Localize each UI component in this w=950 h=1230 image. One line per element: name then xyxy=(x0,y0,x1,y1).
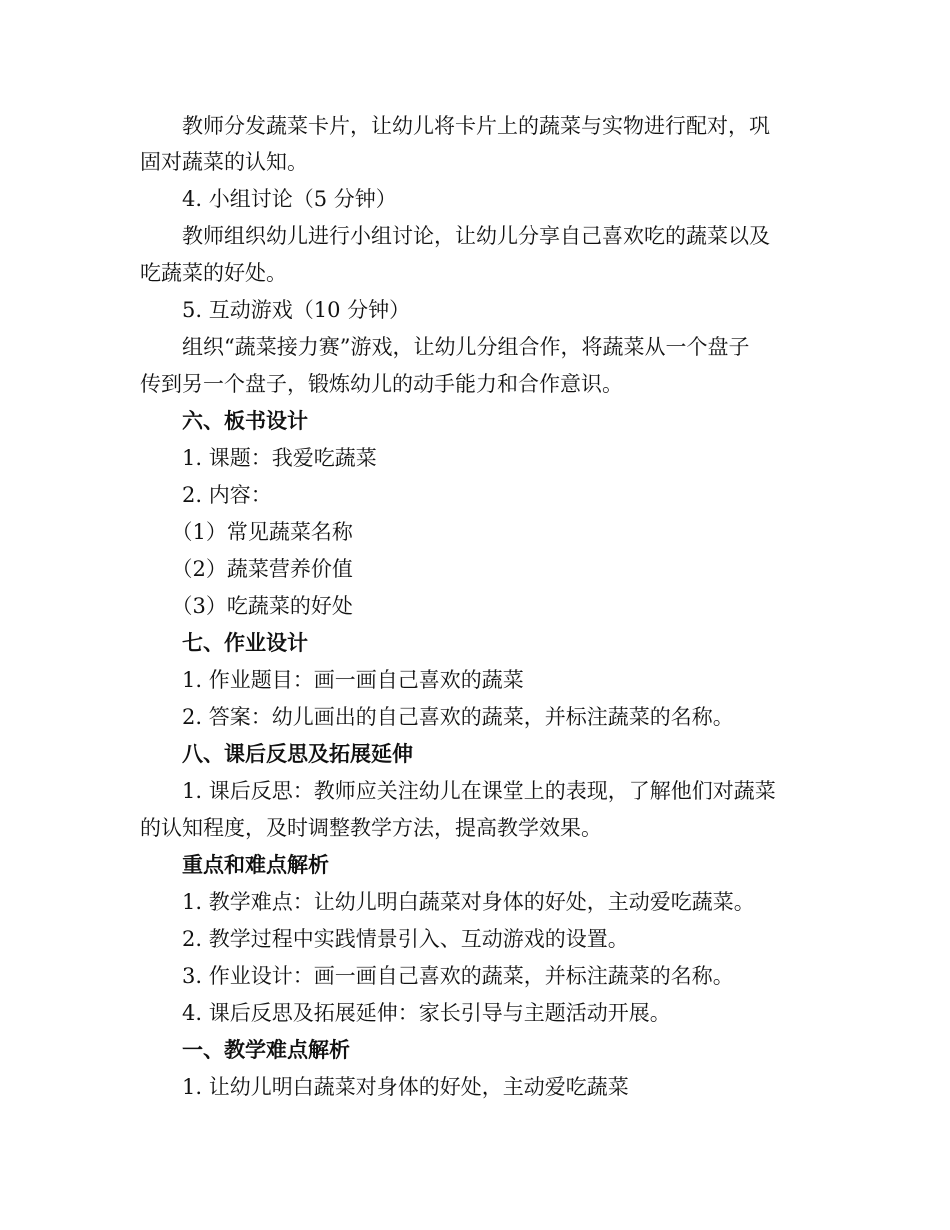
list-item: 1. 作业题目：画一画自己喜欢的蔬菜 xyxy=(140,668,524,692)
list-item: （1）常见蔬菜名称 xyxy=(140,520,353,544)
list-item: 2. 内容： xyxy=(140,483,272,507)
list-item: 1. 让幼儿明白蔬菜对身体的好处，主动爱吃蔬菜 xyxy=(140,1075,629,1099)
paragraph-line: 教师组织幼儿进行小组讨论，让幼儿分享自己喜欢吃的蔬菜以及 xyxy=(140,224,770,248)
paragraph-line: 固对蔬菜的认知。 xyxy=(140,150,308,174)
list-item: 2. 答案：幼儿画出的自己喜欢的蔬菜，并标注蔬菜的名称。 xyxy=(140,705,734,729)
list-item: 5. 互动游戏（10 分钟） xyxy=(140,298,411,322)
section-heading: 六、板书设计 xyxy=(140,409,308,433)
section-heading: 重点和难点解析 xyxy=(140,853,329,877)
list-item: （2）蔬菜营养价值 xyxy=(140,557,353,581)
paragraph-line: 的认知程度，及时调整教学方法，提高教学效果。 xyxy=(140,816,602,840)
list-item: 1. 教学难点：让幼儿明白蔬菜对身体的好处，主动爱吃蔬菜。 xyxy=(140,890,755,914)
list-item: 1. 课题：我爱吃蔬菜 xyxy=(140,446,377,470)
list-item: 3. 作业设计：画一画自己喜欢的蔬菜，并标注蔬菜的名称。 xyxy=(140,964,734,988)
paragraph-line: 教师分发蔬菜卡片，让幼儿将卡片上的蔬菜与实物进行配对，巩 xyxy=(140,114,770,138)
section-heading: 七、作业设计 xyxy=(140,631,308,655)
section-heading: 一、教学难点解析 xyxy=(140,1038,350,1062)
list-item: （3）吃蔬菜的好处 xyxy=(140,594,353,618)
paragraph-line: 传到另一个盘子，锻炼幼儿的动手能力和合作意识。 xyxy=(140,372,623,396)
list-item: 4. 小组讨论（5 分钟） xyxy=(140,187,397,211)
list-item: 2. 教学过程中实践情景引入、互动游戏的设置。 xyxy=(140,927,629,951)
paragraph-line: 组织“蔬菜接力赛”游戏，让幼儿分组合作，将蔬菜从一个盘子 xyxy=(140,335,750,359)
paragraph-line: 吃蔬菜的好处。 xyxy=(140,261,287,285)
list-item: 1. 课后反思：教师应关注幼儿在课堂上的表现，了解他们对蔬菜 xyxy=(140,779,776,803)
section-heading: 八、课后反思及拓展延伸 xyxy=(140,742,413,766)
list-item: 4. 课后反思及拓展延伸：家长引导与主题活动开展。 xyxy=(140,1001,671,1025)
